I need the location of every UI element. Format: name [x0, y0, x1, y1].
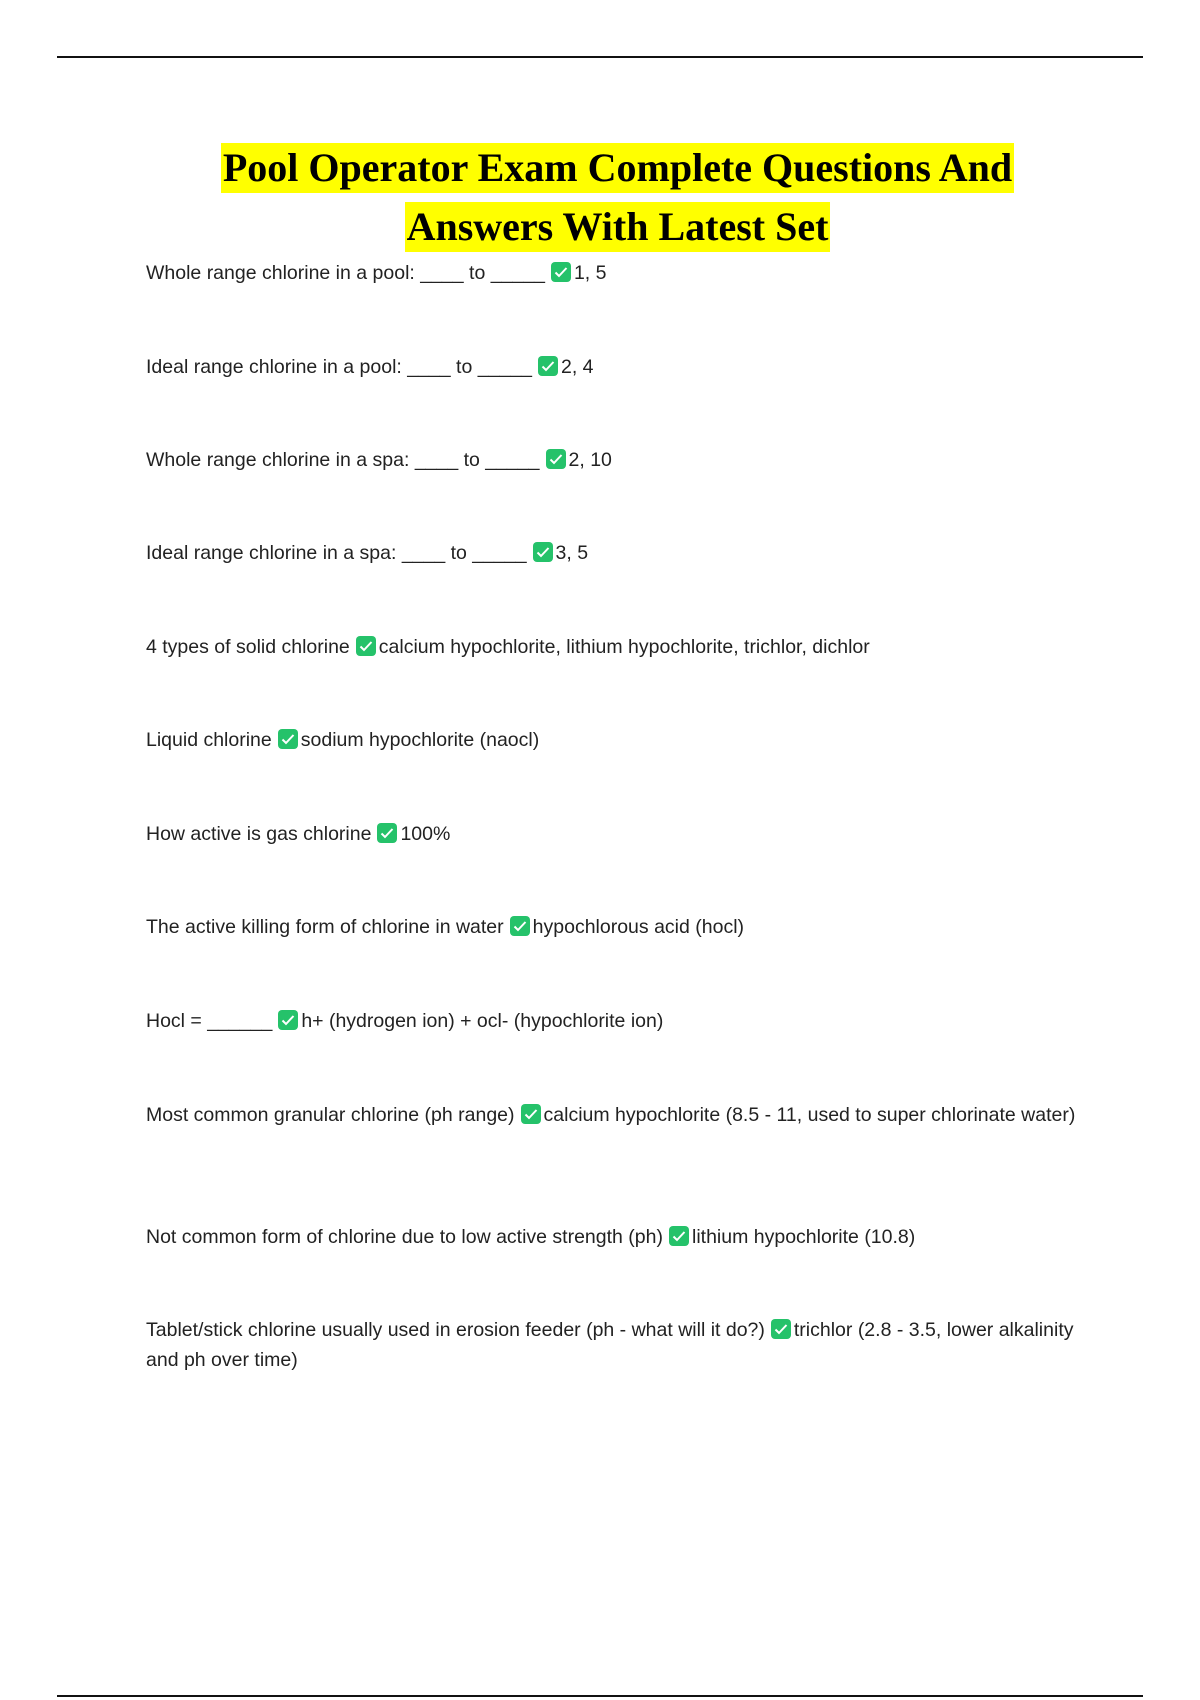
check-icon [551, 262, 571, 282]
question-text: Tablet/stick chlorine usually used in erosion feeder (ph - what will it do?) [146, 1319, 765, 1341]
qa-item [146, 1006, 1086, 1036]
qa-item [146, 258, 1086, 288]
answer-text: calcium hypochlorite (8.5 - 11, used to super chlorinate water) [543, 1104, 1076, 1126]
qa-item [146, 632, 1086, 662]
question-text: Not common form of chlorine due to low active strength (ph) [146, 1226, 663, 1248]
answer-text: 2, 10 [568, 449, 612, 471]
qa-item [146, 1222, 1086, 1252]
question-text: Hocl = ______ [146, 1010, 273, 1032]
check-icon [546, 449, 566, 469]
qa-item [146, 1100, 1086, 1130]
check-icon [538, 356, 558, 376]
check-icon [356, 636, 376, 656]
check-icon [278, 1010, 298, 1030]
header-rule [57, 56, 1143, 58]
answer-text: 1, 5 [573, 262, 607, 284]
document-title [100, 143, 1135, 261]
question-text: 4 types of solid chlorine [146, 636, 350, 658]
answer-text: 2, 4 [560, 356, 594, 378]
question-text: Most common granular chlorine (ph range) [146, 1104, 515, 1126]
title-line-1: Pool Operator Exam Complete Questions And [221, 143, 1014, 193]
answer-text: 3, 5 [555, 542, 589, 564]
qa-item [146, 352, 1086, 382]
answer-text: trichlor (2.8 - 3.5, lower alkalinity and ph over time) [146, 1319, 1074, 1371]
qa-item [146, 912, 1086, 942]
qa-item [146, 445, 1086, 475]
answer-text: h+ (hydrogen ion) + ocl- (hypochlorite ion) [301, 1010, 664, 1032]
question-text: Whole range chlorine in a spa: ____ to _____ [146, 449, 540, 471]
qa-item [146, 538, 1086, 568]
question-text: How active is gas chlorine [146, 823, 372, 845]
qa-item [146, 1315, 1086, 1375]
check-icon [533, 542, 553, 562]
qa-item [146, 725, 1086, 755]
check-icon [278, 729, 298, 749]
answer-text: hypochlorous acid (hocl) [532, 916, 745, 938]
answer-text: 100% [400, 823, 451, 845]
question-text: The active killing form of chlorine in water [146, 916, 504, 938]
answer-text: calcium hypochlorite, lithium hypochlorite, trichlor, dichlor [378, 636, 870, 658]
answer-text: lithium hypochlorite (10.8) [691, 1226, 916, 1248]
question-text: Ideal range chlorine in a pool: ____ to _____ [146, 356, 532, 378]
check-icon [669, 1226, 689, 1246]
question-text: Whole range chlorine in a pool: ____ to _____ [146, 262, 545, 284]
footer-rule [57, 1695, 1143, 1697]
title-line-2: Answers With Latest Set [405, 202, 831, 252]
check-icon [771, 1319, 791, 1339]
qa-item [146, 819, 1086, 849]
answer-text: sodium hypochlorite (naocl) [300, 729, 540, 751]
question-text: Liquid chlorine [146, 729, 272, 751]
check-icon [377, 823, 397, 843]
check-icon [521, 1104, 541, 1124]
question-text: Ideal range chlorine in a spa: ____ to _____ [146, 542, 527, 564]
check-icon [510, 916, 530, 936]
